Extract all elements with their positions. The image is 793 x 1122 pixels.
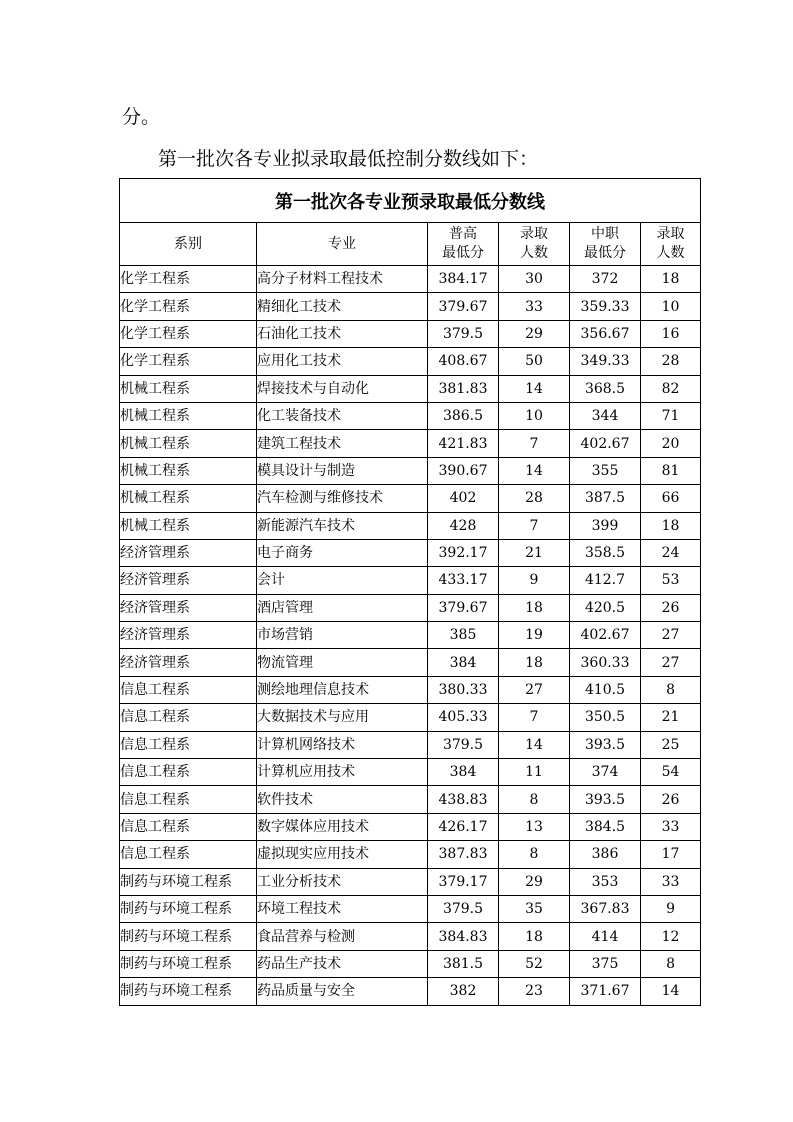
cell-gaozhong-count: 35: [499, 895, 570, 922]
cell-zhongzhi-min: 344: [570, 402, 641, 429]
cell-zhongzhi-count: 27: [641, 622, 701, 649]
cell-dept: 机械工程系: [120, 402, 257, 429]
cell-gaozhong-min: 426.17: [428, 813, 499, 840]
cell-dept: 信息工程系: [120, 704, 257, 731]
cell-dept: 经济管理系: [120, 649, 257, 676]
cell-gaozhong-count: 18: [499, 649, 570, 676]
cell-major: 测绘地理信息技术: [257, 676, 428, 703]
cell-zhongzhi-min: 360.33: [570, 649, 641, 676]
cell-dept: 制药与环境工程系: [120, 978, 257, 1005]
cell-gaozhong-min: 386.5: [428, 402, 499, 429]
cell-gaozhong-count: 9: [499, 567, 570, 594]
cell-major: 应用化工技术: [257, 348, 428, 375]
cell-zhongzhi-count: 71: [641, 402, 701, 429]
cell-zhongzhi-count: 17: [641, 841, 701, 868]
cell-zhongzhi-min: 420.5: [570, 594, 641, 621]
header-gaozhong-count: 录取 人数: [499, 223, 570, 266]
cell-major: 建筑工程技术: [257, 430, 428, 457]
cell-zhongzhi-min: 410.5: [570, 676, 641, 703]
cell-dept: 信息工程系: [120, 813, 257, 840]
cell-gaozhong-min: 385: [428, 622, 499, 649]
cell-gaozhong-min: 433.17: [428, 567, 499, 594]
paragraph-fragment: 分。: [122, 106, 161, 128]
cell-zhongzhi-count: 18: [641, 512, 701, 539]
table-row: [120, 457, 701, 484]
cell-zhongzhi-min: 367.83: [570, 895, 641, 922]
cell-major: 市场营销: [257, 622, 428, 649]
cell-gaozhong-min: 379.5: [428, 895, 499, 922]
cell-zhongzhi-min: 375: [570, 950, 641, 977]
table-row: [120, 485, 701, 512]
cell-zhongzhi-count: 54: [641, 759, 701, 786]
cell-major: 环境工程技术: [257, 895, 428, 922]
cell-dept: 化学工程系: [120, 293, 257, 320]
cell-dept: 制药与环境工程系: [120, 895, 257, 922]
cell-gaozhong-count: 7: [499, 512, 570, 539]
table-row: [120, 841, 701, 868]
cell-gaozhong-min: 438.83: [428, 786, 499, 813]
table-row: [120, 759, 701, 786]
cell-major: 药品质量与安全: [257, 978, 428, 1005]
cell-gaozhong-min: 384: [428, 759, 499, 786]
table-row: [120, 813, 701, 840]
cell-gaozhong-min: 390.67: [428, 457, 499, 484]
header-zhongzhi-min: 中职 最低分: [570, 223, 641, 266]
cell-zhongzhi-count: 28: [641, 348, 701, 375]
cell-major: 焊接技术与自动化: [257, 375, 428, 402]
cell-zhongzhi-count: 16: [641, 320, 701, 347]
cell-zhongzhi-count: 27: [641, 649, 701, 676]
table-row: [120, 923, 701, 950]
cell-zhongzhi-min: 350.5: [570, 704, 641, 731]
cell-gaozhong-min: 379.5: [428, 320, 499, 347]
table-header-row: [120, 223, 701, 266]
cell-gaozhong-count: 7: [499, 704, 570, 731]
cell-major: 工业分析技术: [257, 868, 428, 895]
cell-major: 计算机应用技术: [257, 759, 428, 786]
cell-gaozhong-min: 384.83: [428, 923, 499, 950]
cell-gaozhong-min: 382: [428, 978, 499, 1005]
cell-dept: 信息工程系: [120, 841, 257, 868]
cell-gaozhong-min: 379.67: [428, 594, 499, 621]
cell-major: 药品生产技术: [257, 950, 428, 977]
cell-zhongzhi-count: 12: [641, 923, 701, 950]
cell-major: 石油化工技术: [257, 320, 428, 347]
cell-zhongzhi-count: 26: [641, 786, 701, 813]
table-row: [120, 402, 701, 429]
header-gaozhong-min: 普高 最低分: [428, 223, 499, 266]
cell-gaozhong-count: 8: [499, 841, 570, 868]
table-row: [120, 512, 701, 539]
cell-gaozhong-min: 387.83: [428, 841, 499, 868]
cell-zhongzhi-count: 18: [641, 266, 701, 293]
cell-zhongzhi-min: 372: [570, 266, 641, 293]
cell-zhongzhi-count: 25: [641, 731, 701, 758]
cell-gaozhong-min: 379.67: [428, 293, 499, 320]
header-major: 专业: [257, 223, 428, 266]
cell-gaozhong-min: 380.33: [428, 676, 499, 703]
table-row: [120, 266, 701, 293]
cell-major: 数字媒体应用技术: [257, 813, 428, 840]
cell-gaozhong-count: 14: [499, 731, 570, 758]
cell-zhongzhi-min: 387.5: [570, 485, 641, 512]
table-row: [120, 567, 701, 594]
cell-zhongzhi-count: 9: [641, 895, 701, 922]
cell-dept: 化学工程系: [120, 266, 257, 293]
cell-zhongzhi-count: 26: [641, 594, 701, 621]
cell-gaozhong-min: 381.83: [428, 375, 499, 402]
cell-zhongzhi-min: 393.5: [570, 786, 641, 813]
table-row: [120, 594, 701, 621]
cell-zhongzhi-count: 14: [641, 978, 701, 1005]
cell-major: 物流管理: [257, 649, 428, 676]
cell-zhongzhi-min: 393.5: [570, 731, 641, 758]
cell-dept: 机械工程系: [120, 430, 257, 457]
cell-dept: 经济管理系: [120, 539, 257, 566]
cell-gaozhong-min: 381.5: [428, 950, 499, 977]
cell-gaozhong-count: 19: [499, 622, 570, 649]
table-row: [120, 320, 701, 347]
cell-zhongzhi-min: 412.7: [570, 567, 641, 594]
cell-dept: 经济管理系: [120, 567, 257, 594]
cell-zhongzhi-count: 10: [641, 293, 701, 320]
cell-zhongzhi-min: 374: [570, 759, 641, 786]
cell-dept: 制药与环境工程系: [120, 923, 257, 950]
cell-dept: 信息工程系: [120, 676, 257, 703]
cell-gaozhong-min: 408.67: [428, 348, 499, 375]
table-row: [120, 649, 701, 676]
table-row: [120, 895, 701, 922]
cell-gaozhong-min: 405.33: [428, 704, 499, 731]
cell-gaozhong-min: 421.83: [428, 430, 499, 457]
cell-dept: 经济管理系: [120, 622, 257, 649]
cell-gaozhong-count: 29: [499, 320, 570, 347]
header-zhongzhi-count: 录取 人数: [641, 223, 701, 266]
cell-zhongzhi-count: 20: [641, 430, 701, 457]
table-row: [120, 676, 701, 703]
table-row: [120, 375, 701, 402]
table-title: 第一批次各专业预录取最低分数线: [120, 179, 701, 223]
cell-major: 会计: [257, 567, 428, 594]
cell-zhongzhi-count: 33: [641, 868, 701, 895]
cell-zhongzhi-min: 355: [570, 457, 641, 484]
cell-dept: 信息工程系: [120, 786, 257, 813]
cell-zhongzhi-min: 371.67: [570, 978, 641, 1005]
cell-zhongzhi-min: 414: [570, 923, 641, 950]
cell-gaozhong-count: 11: [499, 759, 570, 786]
cell-zhongzhi-min: 386: [570, 841, 641, 868]
cell-gaozhong-count: 7: [499, 430, 570, 457]
table-row: [120, 704, 701, 731]
cell-major: 精细化工技术: [257, 293, 428, 320]
cell-gaozhong-min: 392.17: [428, 539, 499, 566]
table-body: [120, 266, 701, 1006]
cell-zhongzhi-count: 24: [641, 539, 701, 566]
cell-gaozhong-count: 33: [499, 293, 570, 320]
cell-gaozhong-count: 21: [499, 539, 570, 566]
cell-zhongzhi-count: 33: [641, 813, 701, 840]
cell-major: 酒店管理: [257, 594, 428, 621]
cell-dept: 机械工程系: [120, 457, 257, 484]
cell-major: 化工装备技术: [257, 402, 428, 429]
table-row: [120, 786, 701, 813]
cell-dept: 经济管理系: [120, 594, 257, 621]
table-row: [120, 539, 701, 566]
cell-gaozhong-count: 28: [499, 485, 570, 512]
cell-gaozhong-count: 27: [499, 676, 570, 703]
cell-major: 计算机网络技术: [257, 731, 428, 758]
table-row: [120, 978, 701, 1005]
cell-zhongzhi-min: 349.33: [570, 348, 641, 375]
cell-dept: 信息工程系: [120, 759, 257, 786]
cell-dept: 信息工程系: [120, 731, 257, 758]
cell-gaozhong-count: 52: [499, 950, 570, 977]
cell-zhongzhi-count: 66: [641, 485, 701, 512]
cell-dept: 化学工程系: [120, 348, 257, 375]
cell-major: 虚拟现实应用技术: [257, 841, 428, 868]
cell-gaozhong-count: 23: [499, 978, 570, 1005]
cell-zhongzhi-count: 21: [641, 704, 701, 731]
admission-score-table: [119, 178, 701, 1006]
cell-gaozhong-count: 14: [499, 375, 570, 402]
cell-gaozhong-count: 29: [499, 868, 570, 895]
cell-zhongzhi-min: 356.67: [570, 320, 641, 347]
cell-gaozhong-min: 428: [428, 512, 499, 539]
cell-zhongzhi-min: 368.5: [570, 375, 641, 402]
cell-gaozhong-count: 8: [499, 786, 570, 813]
cell-gaozhong-count: 14: [499, 457, 570, 484]
table-row: [120, 868, 701, 895]
cell-major: 模具设计与制造: [257, 457, 428, 484]
table-intro-text: 第一批次各专业拟录取最低控制分数线如下：: [158, 148, 539, 170]
cell-zhongzhi-min: 359.33: [570, 293, 641, 320]
cell-gaozhong-count: 18: [499, 594, 570, 621]
cell-gaozhong-min: 384.17: [428, 266, 499, 293]
cell-zhongzhi-count: 8: [641, 676, 701, 703]
cell-gaozhong-count: 13: [499, 813, 570, 840]
table-row: [120, 430, 701, 457]
cell-major: 汽车检测与维修技术: [257, 485, 428, 512]
cell-gaozhong-count: 18: [499, 923, 570, 950]
table-row: [120, 293, 701, 320]
cell-major: 高分子材料工程技术: [257, 266, 428, 293]
cell-gaozhong-min: 402: [428, 485, 499, 512]
cell-zhongzhi-count: 81: [641, 457, 701, 484]
cell-gaozhong-min: 379.17: [428, 868, 499, 895]
cell-gaozhong-count: 50: [499, 348, 570, 375]
cell-zhongzhi-min: 399: [570, 512, 641, 539]
cell-major: 电子商务: [257, 539, 428, 566]
cell-zhongzhi-count: 53: [641, 567, 701, 594]
cell-dept: 机械工程系: [120, 485, 257, 512]
cell-gaozhong-min: 384: [428, 649, 499, 676]
cell-dept: 制药与环境工程系: [120, 950, 257, 977]
table-row: [120, 731, 701, 758]
table-row: [120, 348, 701, 375]
cell-zhongzhi-min: 402.67: [570, 430, 641, 457]
cell-gaozhong-count: 30: [499, 266, 570, 293]
table-row: [120, 622, 701, 649]
cell-zhongzhi-min: 402.67: [570, 622, 641, 649]
cell-zhongzhi-count: 8: [641, 950, 701, 977]
cell-dept: 化学工程系: [120, 320, 257, 347]
header-dept: 系别: [120, 223, 257, 266]
cell-zhongzhi-min: 384.5: [570, 813, 641, 840]
cell-major: 新能源汽车技术: [257, 512, 428, 539]
cell-zhongzhi-min: 358.5: [570, 539, 641, 566]
cell-major: 软件技术: [257, 786, 428, 813]
table-row: [120, 950, 701, 977]
cell-zhongzhi-count: 82: [641, 375, 701, 402]
cell-gaozhong-count: 10: [499, 402, 570, 429]
cell-dept: 机械工程系: [120, 512, 257, 539]
cell-major: 大数据技术与应用: [257, 704, 428, 731]
cell-dept: 机械工程系: [120, 375, 257, 402]
cell-dept: 制药与环境工程系: [120, 868, 257, 895]
cell-major: 食品营养与检测: [257, 923, 428, 950]
cell-gaozhong-min: 379.5: [428, 731, 499, 758]
cell-zhongzhi-min: 353: [570, 868, 641, 895]
